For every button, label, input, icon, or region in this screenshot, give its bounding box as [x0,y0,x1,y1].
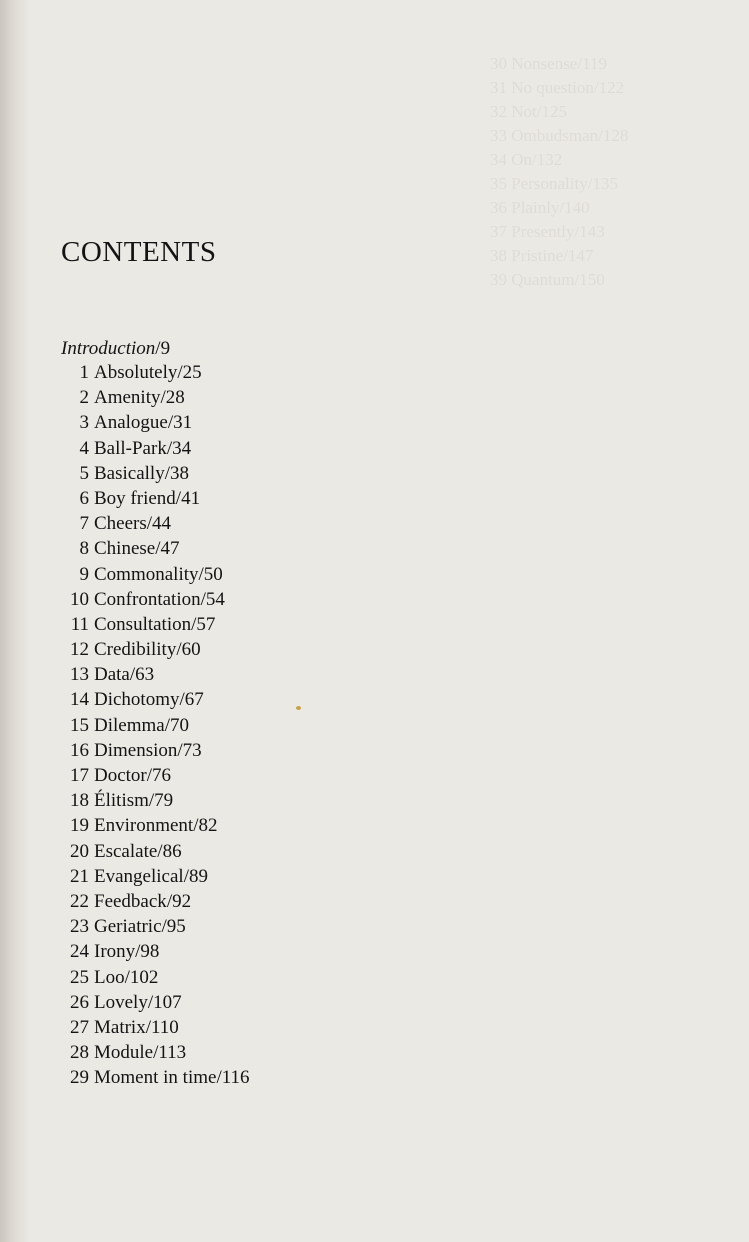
toc-entry-title: Consultation [94,613,192,635]
toc-entry-title: Evangelical [94,865,184,887]
toc-entry-page: /95 [161,916,186,938]
toc-entry [61,914,250,939]
toc-entry [61,813,250,838]
paper-speck [296,706,301,710]
toc-entry-page: /63 [129,664,155,686]
toc-entry-page: /47 [155,538,180,560]
toc-entry [61,713,250,738]
toc-entry [61,461,250,486]
toc-entry-title: Absolutely [94,362,178,383]
toc-entry-title: Analogue [94,412,168,434]
contents-heading: CONTENTS [61,236,217,268]
toc-entry-page: /44 [146,513,172,535]
toc-entry [61,788,250,813]
page-gutter-shadow [0,0,30,1242]
toc-entry [61,385,250,410]
toc-entry-number: 16 [70,739,89,761]
toc-introduction [61,338,170,360]
toc-entry [61,763,250,788]
toc-entry-page: /82 [193,815,218,837]
toc-entry [61,486,250,511]
toc-entry-title: Data [94,664,130,686]
toc-entry-number: 6 [79,487,89,509]
toc-entry-page: /31 [167,412,193,434]
toc-entry-number: 28 [70,1042,89,1064]
toc-entry [61,662,250,687]
toc-entry [61,990,250,1015]
show-through-line: 37 Presently/143 [490,222,605,241]
show-through-line: 30 Nonsense/119 [490,54,607,73]
toc-entry-page: /86 [157,840,182,862]
toc-entry-page: /116 [216,1067,250,1089]
toc-entry-title: Commonality [94,563,199,585]
show-through-text [230,40,730,1160]
show-through-line: 38 Pristine/147 [490,246,594,265]
toc-entry-title: Doctor [94,765,147,786]
toc-entry [61,738,250,763]
toc-entry-title: Amenity [94,387,161,409]
toc-entry [61,1015,250,1040]
toc-entry-page: /73 [177,739,202,761]
toc-entry-title: Dilemma [94,714,165,736]
toc-entry-number: 4 [79,437,89,459]
toc-entry-number: 13 [70,664,89,686]
toc-entry-page: /89 [183,865,208,887]
toc-list [61,360,250,1090]
toc-entry-number: 10 [70,588,89,610]
toc-entry [61,637,250,662]
toc-entry-number: 20 [70,840,89,862]
toc-entry-title: Chinese [94,538,156,560]
toc-entry-title: Confrontation [94,588,201,610]
toc-entry-page: /76 [146,765,172,786]
toc-entry [61,436,250,461]
toc-entry-page: /41 [175,487,201,509]
show-through-line: 36 Plainly/140 [490,198,590,217]
toc-entry-number: 11 [70,613,89,635]
toc-entry-title: Cheers [94,513,147,535]
toc-entry [61,410,250,435]
toc-entry-title: Module [94,1042,154,1064]
toc-entry-number: 27 [70,1016,89,1038]
toc-entry-title: Moment in time [94,1067,217,1089]
toc-entry-page: /70 [164,714,189,736]
toc-entry-number: 12 [70,639,89,661]
show-through-line: 39 Quantum/150 [490,270,605,289]
toc-entry-number: 23 [70,916,89,938]
toc-entry-title: Boy friend [94,487,176,509]
toc-entry-number: 21 [70,865,89,887]
toc-entry [61,1040,250,1065]
toc-entry-number: 2 [79,387,89,409]
toc-entry-title: Lovely [94,991,148,1013]
toc-entry-page: /60 [176,639,201,661]
toc-entry-title: Élitism [94,790,149,812]
toc-entry-title: Dichotomy [94,689,180,711]
toc-entry-number: 25 [70,966,89,988]
toc-entry-page: /102 [124,966,159,988]
toc-entry-page: /79 [148,790,174,812]
toc-entry-page: /25 [177,362,202,383]
toc-entry-number: 18 [70,790,89,812]
toc-entry-number: 22 [70,890,89,912]
toc-entry [61,612,250,637]
toc-entry-title: Feedback [94,890,167,912]
toc-entry-page: /28 [160,387,185,409]
toc-entry-number: 3 [79,412,89,434]
toc-entry-number: 8 [79,538,89,560]
toc-entry-number: 5 [79,462,89,484]
show-through-line: 33 Ombudsman/128 [490,126,629,145]
toc-entry-title: Irony [94,941,136,963]
show-through-line: 34 On/132 [490,150,563,169]
toc-entry-title: Matrix [94,1016,146,1038]
toc-entry-number: 14 [70,689,89,711]
toc-entry [61,1065,250,1090]
show-through-line: 32 Not/125 [490,102,567,121]
toc-entry-title: Environment [94,815,194,837]
toc-entry-title: Basically [94,462,165,484]
toc-entry [61,965,250,990]
toc-entry-number: 17 [70,765,89,786]
toc-entry [61,864,250,889]
toc-entry-number: 9 [79,563,89,585]
toc-entry-page: /92 [166,890,192,912]
toc-entry [61,360,250,385]
toc-entry [61,587,250,612]
toc-entry [61,939,250,964]
toc-entry-page: /98 [135,941,160,963]
toc-entry-number: 29 [70,1067,89,1089]
toc-entry-title: Ball-Park [94,437,167,459]
toc-entry-number: 24 [70,941,89,963]
toc-entry [61,511,250,536]
toc-entry-page: /50 [198,563,223,585]
toc-entry-number: 1 [79,362,89,383]
toc-entry-page: /54 [200,588,225,610]
toc-entry-page: /67 [179,689,204,711]
toc-entry-page: /110 [145,1016,179,1038]
toc-entry-page: /57 [191,613,216,635]
toc-entry-page: /38 [164,462,189,484]
toc-entry-title: Loo [94,966,125,988]
toc-entry-page: /107 [147,991,182,1013]
toc-entry-number: 7 [79,513,89,535]
toc-entry [61,889,250,914]
toc-entry [61,839,250,864]
show-through-line: 31 No question/122 [490,78,625,97]
toc-entry [61,687,250,712]
show-through-line: 35 Personality/135 [490,174,618,193]
toc-entry-title: Escalate [94,840,158,862]
toc-entry [61,562,250,587]
toc-entry-number: 15 [70,714,89,736]
toc-entry-number: 26 [70,991,89,1013]
toc-entry-page: /34 [166,437,192,459]
toc-entry [61,536,250,561]
toc-entry-number: 19 [70,815,89,837]
toc-entry-title: Dimension [94,739,178,761]
toc-entry-page: /113 [153,1042,187,1064]
toc-entry-title: Credibility [94,639,177,661]
toc-entry-title: Geriatric [94,916,162,938]
introduction-page: /9 [155,338,171,359]
show-through-list [490,52,628,292]
introduction-label: Introduction [61,338,156,359]
